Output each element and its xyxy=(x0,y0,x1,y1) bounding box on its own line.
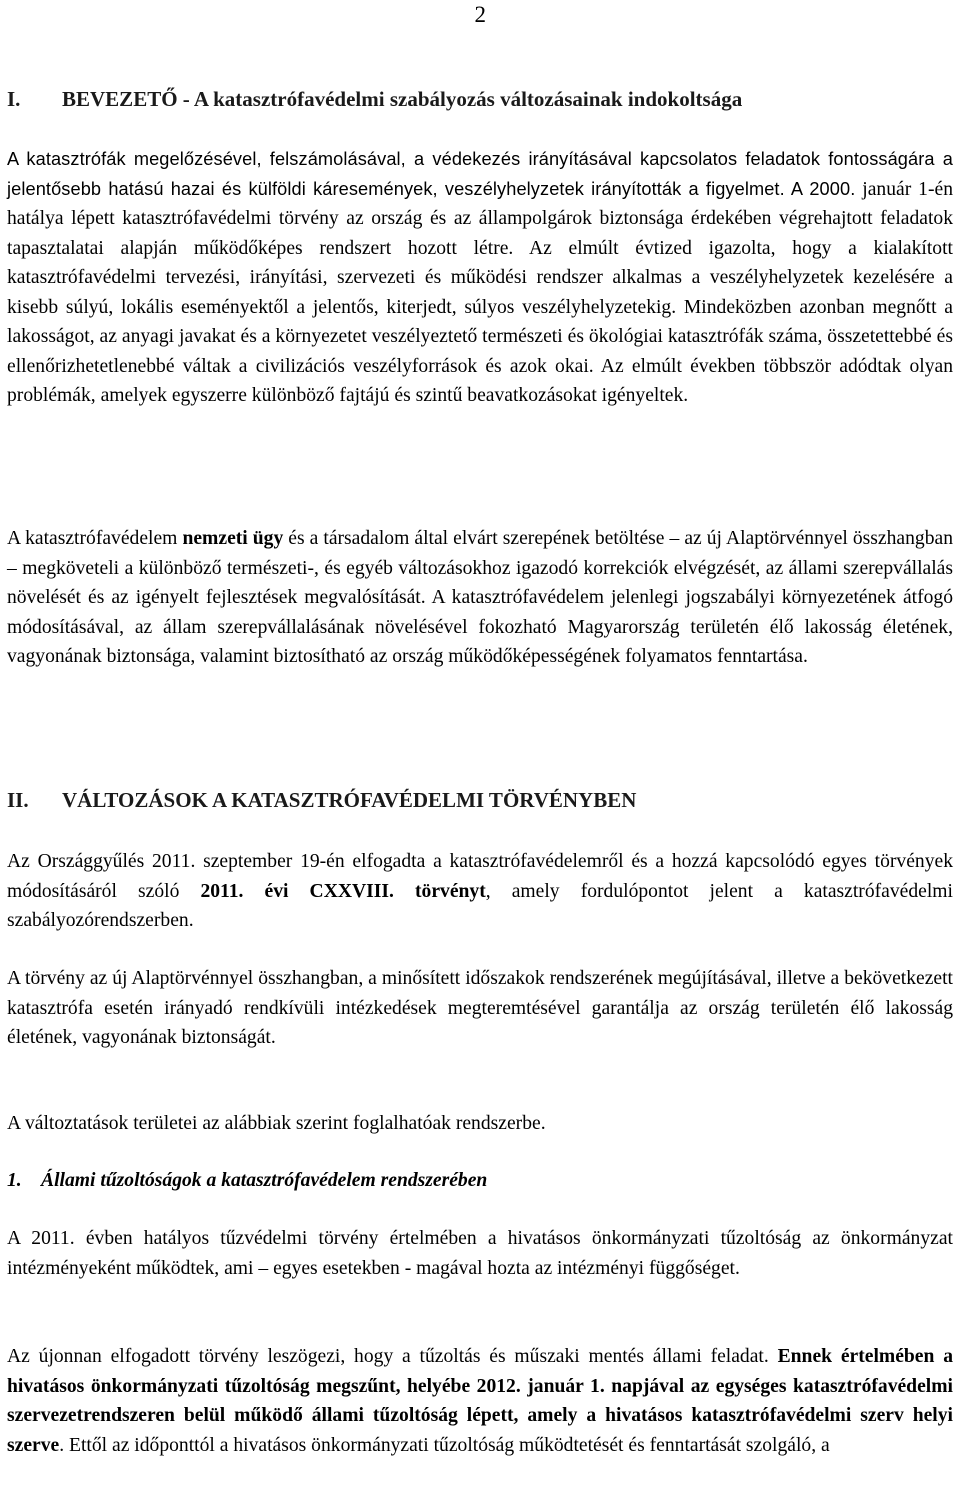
section-title: BEVEZETŐ - A katasztrófavédelmi szabályozás változásainak indokoltsága xyxy=(62,87,743,111)
paragraph-changes: A változtatások területei az alábbiak szerint foglalhatóak rendszerbe. xyxy=(7,1113,546,1134)
subheading-title: Állami tűzoltóságok a katasztrófavédelem rendszerében xyxy=(41,1170,488,1191)
text: A katasztrófavédelem xyxy=(7,528,183,549)
text: Az újonnan elfogadott törvény leszögezi, hogy a tűzoltás és műszaki mentés állami feladat. xyxy=(7,1346,778,1367)
paragraph-national-matter xyxy=(7,524,953,672)
subheading xyxy=(7,1166,953,1196)
paragraph-parliament xyxy=(7,847,953,936)
section-number: II. xyxy=(7,788,29,812)
section-title: VÁLTOZÁSOK A KATASZTRÓFAVÉDELMI TÖRVÉNYBEN xyxy=(62,788,637,812)
text: , amely fordulópontot jelent a katasztrófavédelmi szabályozórendszerben. xyxy=(7,880,953,931)
paragraph-intro xyxy=(7,145,953,411)
paragraph-intro-rest: január 1-én hatálya lépett katasztrófavédelmi törvény az ország és az állampolgárok biztonsága érdekében végrehajtott feladatok tapasztalatai alapján működőképes rendszert hozott létre. Az elmúlt évtized igazolta, hogy a kialakított katasztrófavédelmi tervezési, irányítási, szervezeti és működési rendszer alkalmas a veszélyhelyzetek kezelésére a kisebb súlyú, lokális eseményektől a jelentős, kiterjedt, súlyos veszélyhelyzetekig. Mindeközben azonban megnőtt a lakosságot, az anyagi javakat és a környezetet veszélyeztető természeti és ökológiai katasztrófák száma, összetettebbé és ellenőrizhetetlenebbé váltak a civilizációs veszélyforrások és azok okai. Az elmúlt években többször adódtak olyan problémák, amelyek egyszerre különböző fajtájú és szintű beavatkozásokat igényeltek. xyxy=(7,178,953,406)
subheading-number: 1. xyxy=(7,1170,22,1191)
paragraph-fire-law: A 2011. évben hatályos tűzvédelmi törvény értelmében a hivatásos önkormányzati tűzoltóság az önkormányzat intézményeként működtek, ami – egyes esetekben - magával hozta az intézményi függőséget. xyxy=(7,1228,953,1279)
paragraph-new-law xyxy=(7,1342,953,1460)
text: és a társadalom által elvárt szerepének betöltése – az új Alaptörvénnyel összhangban – megköveteli a különböző természeti-, és egyéb változásokhoz igazodó korrekciók elvégzését, az állami szerepvállalás növelését és az igényelt fejlesztések megvalósítását. A katasztrófavédelem jelenlegi jogszabályi környezetének átfogó módosításával, az állam szerepvállalásának növelésével fokozható Magyarország területén élő lakosság életének, vagyonának biztonsága, valamint biztosítható az ország működőképességének folyamatos fenntartása. xyxy=(7,528,953,667)
section-heading-2 xyxy=(7,788,636,813)
paragraph-intro-sans: A katasztrófák megelőzésével, felszámolásával, a védekezés irányításával kapcsolatos feladatok fontosságára a jelentősebb hatású hazai és külföldi káresemények, veszélyhelyzetek irányították a figyelmet. A 2000. xyxy=(7,149,953,199)
text: Az Országgyűlés 2011. szeptember 19-én elfogadta a katasztrófavédelemről és a hozzá kapcsolódó egyes törvények módosításáról szóló xyxy=(7,851,953,902)
paragraph-law: A törvény az új Alaptörvénnyel összhangban, a minősített időszakok rendszerének megújításával, illetve a bekövetkezett katasztrófa esetén irányadó rendkívüli intézkedések megteremtésével garantálja az ország területén élő lakosság életének, vagyonának biztonságát. xyxy=(7,968,953,1048)
bold-text: 2011. évi CXXVIII. törvényt xyxy=(200,880,486,902)
bold-text: Ennek értelmében a hivatásos önkormányzati tűzoltóság megszűnt, helyébe 2012. január 1. napjával az egységes katasztrófavédelmi szervezetrendszeren belül működő állami tűzoltóság lépett, amely a hivatásos katasztrófavédelmi szerv helyi szerve xyxy=(7,1346,954,1456)
section-number: I. xyxy=(7,87,21,111)
section-heading-1 xyxy=(7,87,742,112)
text: . Ettől az időponttól a hivatásos önkormányzati tűzoltóság működtetését és fenntartását szolgáló, a xyxy=(59,1434,830,1456)
page-number: 2 xyxy=(474,2,486,27)
bold-text: nemzeti ügy xyxy=(182,528,284,549)
